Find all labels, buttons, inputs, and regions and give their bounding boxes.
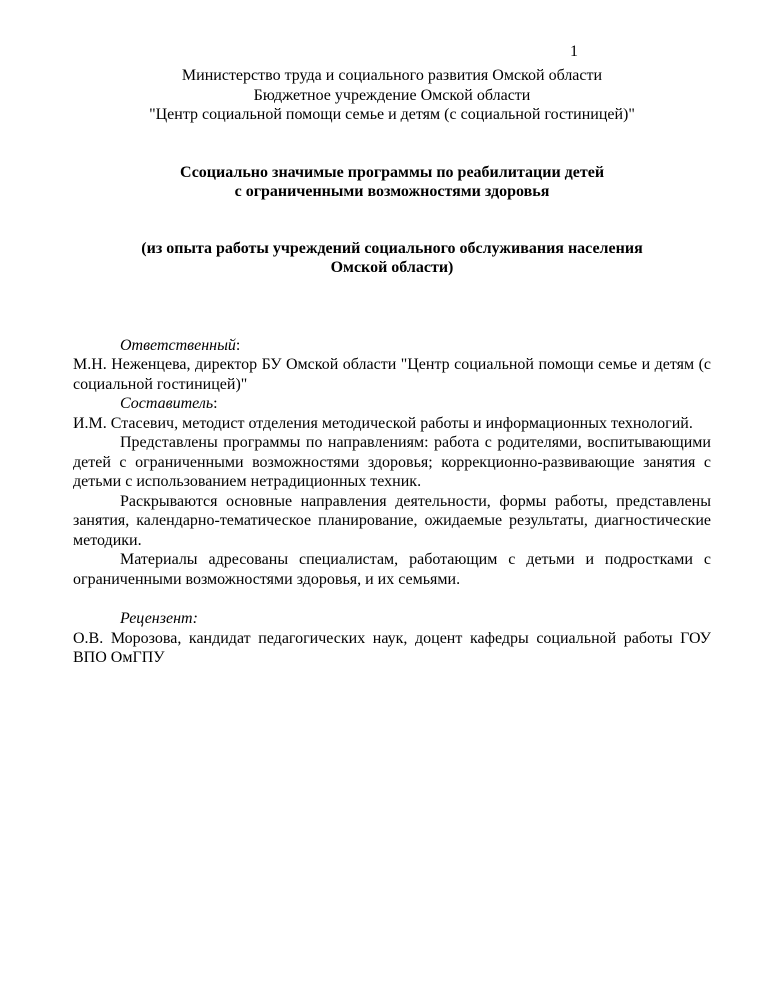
credits-block	[73, 336, 711, 668]
subtitle-line-1: (из опыта работы учреждений социального обслуживания населения	[141, 239, 643, 257]
subtitle-line-2: Омской области)	[330, 259, 454, 276]
header-block	[73, 66, 711, 125]
compiler-label-row	[73, 394, 711, 414]
reviewer-label: Рецензент:	[120, 610, 198, 627]
page-number: 1	[570, 43, 578, 60]
title-line-1: Ссоциально значимые программы по реабилитации детей	[179, 163, 605, 181]
responsible-label-row	[73, 336, 711, 356]
document-title	[73, 163, 711, 202]
document-subtitle	[73, 239, 711, 278]
description-paragraph: Представлены программы по направлениям: работа с родителями, воспитывающими детей с ограниченными возможностями здоровья; коррекционно-развивающие занятия с детьми с использованием нетрадиционных техник.	[73, 434, 711, 490]
reviewer-block	[73, 609, 711, 668]
responsible-label: Ответственный	[120, 336, 236, 354]
responsible-text: М.Н. Неженцева, директор БУ Омской области "Центр социальной помощи семье и детям (с социальной гостиницей)"	[73, 356, 711, 393]
ministry-line: Министерство труда и социального развития Омской области	[181, 67, 603, 84]
compiler-colon: :	[213, 395, 218, 412]
title-line-2: с ограниченными возможностями здоровья	[234, 183, 550, 200]
description-paragraph: Материалы адресованы специалистам, работающим с детьми и подростками с ограниченными возможностями здоровья, и их семьями.	[73, 551, 711, 588]
reviewer-text: О.В. Морозова, кандидат педагогических наук, доцент кафедры социальной работы ГОУ ВПО ОмГПУ	[73, 629, 711, 666]
center-name-line: "Центр социальной помощи семье и детям (с социальной гостиницей)"	[149, 106, 635, 123]
institution-line: Бюджетное учреждение Омской области	[253, 86, 531, 104]
compiler-label: Составитель	[120, 395, 214, 412]
document-body	[73, 66, 711, 668]
compiler-text: И.М. Стасевич, методист отделения методической работы и информационных технологий.	[73, 414, 693, 432]
description-paragraph: Раскрываются основные направления деятельности, формы работы, представлены занятия, календарно-тематическое планирование, ожидаемые результаты, диагностические методики.	[73, 492, 711, 549]
responsible-colon: :	[235, 336, 241, 354]
